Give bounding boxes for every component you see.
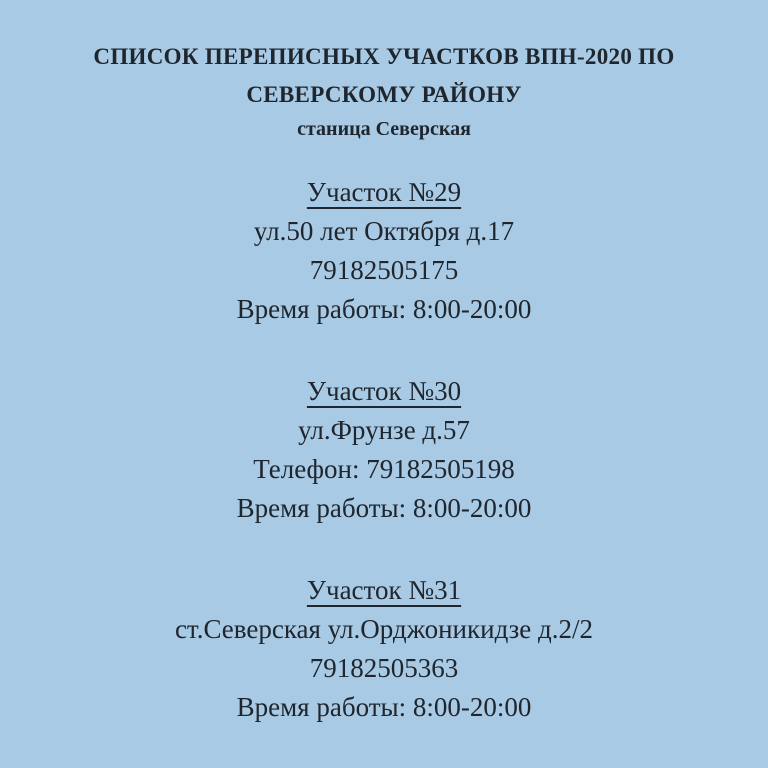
station-hours: Время работы: 8:00-20:00 <box>236 493 532 523</box>
station-section-30 <box>0 371 768 528</box>
poster-header <box>0 38 768 144</box>
station-phone: 79182505175 <box>309 255 459 285</box>
station-address: ст.Северская ул.Орджоникидзе д.2/2 <box>174 614 594 644</box>
station-hours: Время работы: 8:00-20:00 <box>236 294 532 324</box>
title-line-1: СПИСОК ПЕРЕПИСНЫХ УЧАСТКОВ ВПН-2020 ПО <box>93 44 675 69</box>
station-phone: 79182505363 <box>309 653 459 683</box>
station-list <box>0 172 768 727</box>
station-section-31 <box>0 570 768 727</box>
station-section-29 <box>0 172 768 329</box>
station-title: Участок №30 <box>306 376 462 406</box>
station-address: ул.50 лет Октября д.17 <box>253 216 515 246</box>
poster-subtitle: станица Северская <box>297 118 471 140</box>
title-line-2: СЕВЕРСКОМУ РАЙОНУ <box>246 82 522 107</box>
page-title <box>0 38 768 114</box>
station-phone: Телефон: 79182505198 <box>253 454 515 484</box>
station-hours: Время работы: 8:00-20:00 <box>236 692 532 722</box>
station-title: Участок №29 <box>306 177 462 207</box>
station-title: Участок №31 <box>306 575 462 605</box>
station-address: ул.Фрунзе д.57 <box>298 415 470 445</box>
